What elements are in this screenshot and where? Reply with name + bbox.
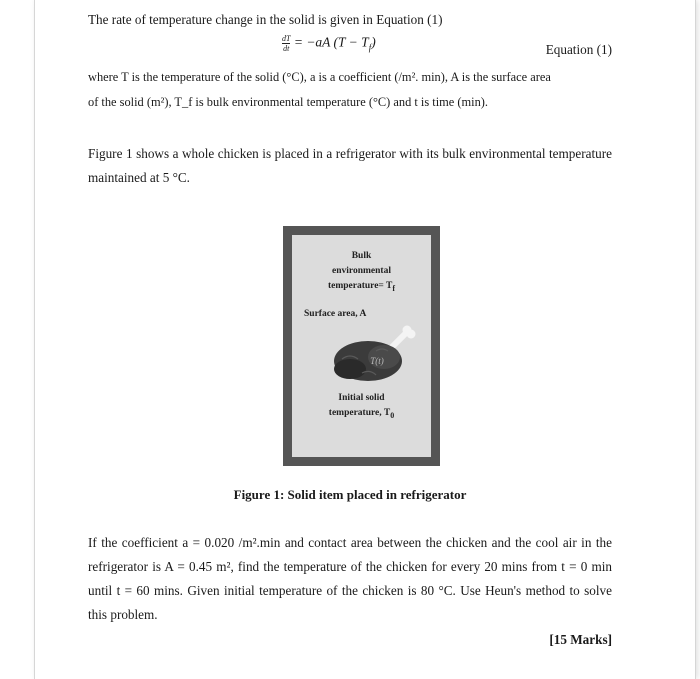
problem-paragraph: If the coefficient a = 0.020 /m².min and contact area between the chicken and the cool air in the refrigerator is A = 0.45 m², find the temperature of the chicken for every 20 mins from t = 0 min until t = 60 mins. Given initial temperature of the chicken is 80 °C. Use Heun's method to solve this problem. xyxy=(88,535,612,622)
definitions-line-2: of the solid (m²), T_f is bulk environmental temperature (°C) and t is time (min). xyxy=(88,95,489,109)
initial-temp-label xyxy=(292,391,431,423)
initial-line-2-sub: 0 xyxy=(390,410,395,420)
derivative-fraction xyxy=(282,34,290,53)
equation-close: ) xyxy=(371,34,376,50)
figure-intro-paragraph: Figure 1 shows a whole chicken is placed in a refrigerator with its bulk environmental temperature maintained at 5 °C. xyxy=(88,146,612,185)
derivative-denominator: dt xyxy=(283,44,290,53)
chicken-wing xyxy=(334,359,366,379)
derivative-numerator: dT xyxy=(282,34,291,43)
equation-label: Equation (1) xyxy=(545,42,612,57)
marks-label: [15 Marks] xyxy=(549,632,612,647)
chicken-temp-label: T(t) xyxy=(370,356,384,366)
chicken-illustration xyxy=(322,323,422,385)
intro-text: The rate of temperature change in the solid is given in Equation (1) xyxy=(88,12,443,27)
equation-rhs: = −aA (T − T xyxy=(293,34,369,50)
definitions-line-1: where T is the temperature of the solid (°C), a is a coefficient (/m². min), A is the surface area xyxy=(88,70,551,84)
bulk-line-3-sub: f xyxy=(392,283,396,293)
figure-refrigerator xyxy=(283,226,440,466)
initial-line-1: Initial solid xyxy=(338,393,385,403)
figure-caption: Figure 1: Solid item placed in refrigerator xyxy=(233,487,467,502)
drumstick-bone-icon xyxy=(390,326,416,350)
bulk-label xyxy=(292,249,431,296)
bulk-line-2: environmental xyxy=(332,266,391,276)
bulk-line-1: Bulk xyxy=(351,251,372,261)
surface-area-label: Surface area, A xyxy=(304,309,367,319)
equation-1 xyxy=(282,34,376,53)
initial-line-2 xyxy=(292,406,431,423)
bulk-line-3 xyxy=(292,279,431,296)
bulk-line-3-text: temperature= T xyxy=(327,281,393,291)
refrigerator-interior xyxy=(292,235,431,457)
equation-sub: f xyxy=(368,42,372,53)
initial-line-2-text: temperature, T xyxy=(328,408,391,418)
